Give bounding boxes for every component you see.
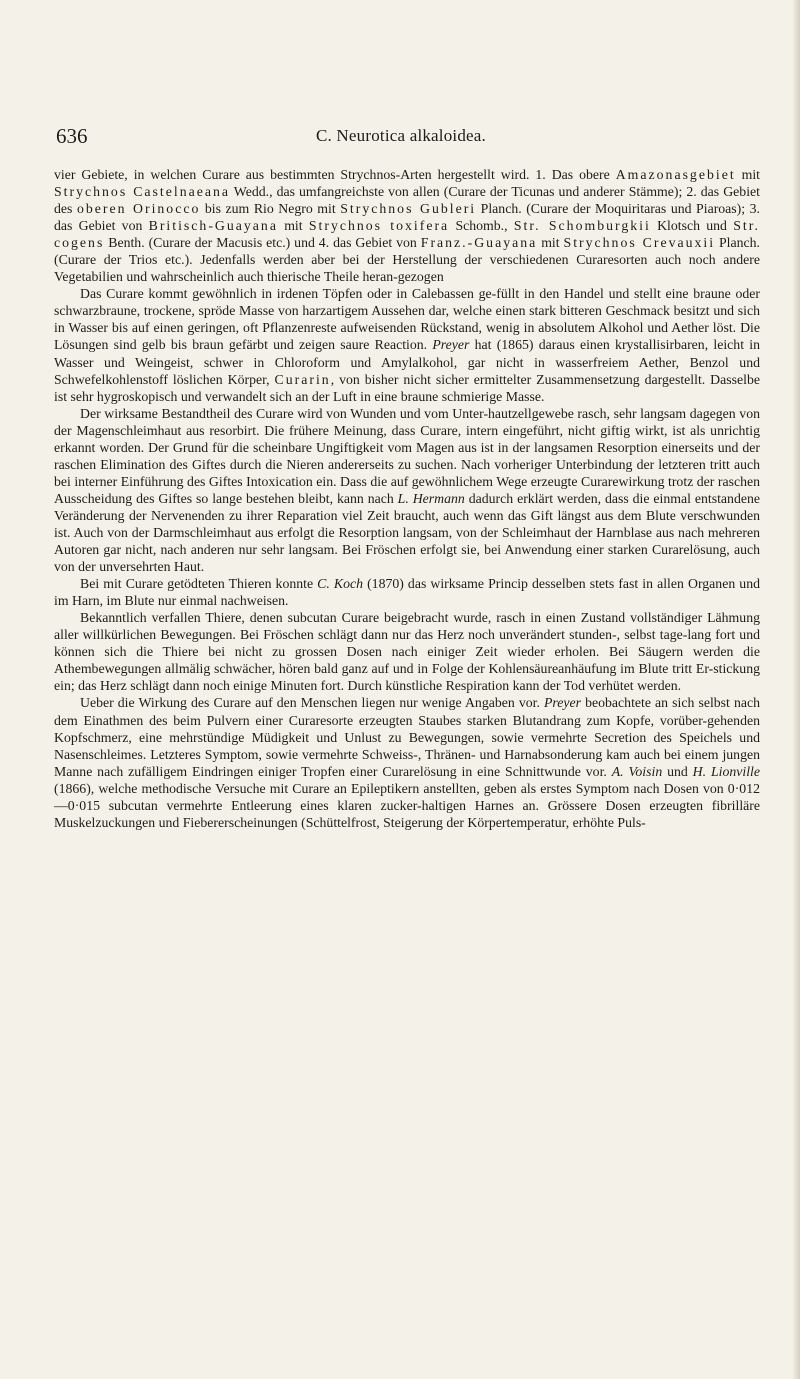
paragraph-human-effects: Ueber die Wirkung des Curare auf den Menschen liegen nur wenige Angaben vor. Preyer beobachtete an sich selbst nach dem Einathmen des beim Pulvern einer Curaresorte erzeugten Staubes starken Blutandrang zum Kopfe, vorüber-gehenden Kopfschmerz, eine mehrstündige Müdigkeit und Unlust zu Bewegungen, sowie vermehrte Secretion des Speichels und Nasenschleimes. Letzteres Symptom, sowie vermehrte Schweiss-, Thränen- und Harnabsonderung kam auch bei einem jungen Manne nach zufälligem Eindringen einiger Tropfen einer Curarelösung in eine Schnittwunde vor. A. Voisin und H. Lionville (1866), welche methodische Versuche mit Curare an Epileptikern anstellten, geben als erstes Symptom nach Dosen von 0·012—0·015 subcutan vermehrte Entleerung eines klaren zucker-haltigen Harnes an. Grössere Dosen erzeugten fibrilläre Muskelzuckungen und Fiebererscheinungen (Schüttelfrost, Steigerung der Körpertemperatur, erhöhte Puls- (54, 695, 761, 830)
book-page (40, 0, 762, 1379)
paragraph-koch: Bei mit Curare getödteten Thieren konnte C. Koch (1870) das wirksame Princip desselben stets fast in allen Organen und im Harn, im Blute nur einmal nachweisen. (54, 576, 760, 609)
running-head: C. Neurotica alkaloidea. (315, 126, 486, 145)
body-text (54, 166, 760, 831)
paragraph-curare-properties: Das Curare kommt gewöhnlich in irdenen Töpfen oder in Calebassen ge-füllt in den Handel und stellt eine braune oder schwarzbraune, trockene, spröde Masse von harzartigem Aussehen dar, welche einen stark bitteren Geschmack besitzt und sich in Wasser bis auf einen geringen, oft Pflanzenreste aufweisenden Rückstand, wenig in absolutem Alkohol und Aether löst. Die Lösungen sind gelb bis braun gefärbt und zeigen saure Reaction. Preyer hat (1865) daraus einen krystallisirbaren, leicht in Wasser und Weingeist, schwer in Chloroform und Amylalkohol, gar nicht in wasserfreiem Aether, Benzol und Schwefelkohlenstoff löslichen Körper, Curarin, von bisher nicht sicher ermittelter Zusammensetzung dargestellt. Dasselbe ist sehr hygroskopisch und verwandelt sich an der Luft in eine braune schmierige Masse. (54, 286, 760, 404)
page-edge-shadow (792, 0, 800, 1379)
paragraph-resorption: Der wirksame Bestandtheil des Curare wird von Wunden und vom Unter-hautzellgewebe rasch, sehr langsam dagegen von der Magenschleimhaut aus resorbirt. Die frühere Meinung, dass Curare, intern eingeführt, nicht giftig wirkt, ist als unrichtig erkannt worden. Der Grund für die scheinbare Ungiftigkeit vom Magen aus ist in der langsamen Resorption einerseits und der raschen Elimination des Giftes durch die Nieren andererseits zu suchen. Nach vorheriger Unterbindung der letzteren tritt auch bei interner Einführung des Giftes Intoxication ein. Dass die auf gewöhnlichem Wege erzeugte Curarewirkung trotz der raschen Ausscheidung des Giftes so lange bestehen bleibt, kann nach L. Hermann dadurch erklärt werden, dass die einmal entstandene Veränderung der Nervenenden zu ihrer Reparation viel Zeit braucht, auch wenn das Gift längst aus dem Blute verschwunden ist. Auch von der Darmschleimhaut aus erfolgt die Resorption langsam, von der Schleimhaut der Harnblase aus nach mehreren Autoren gar nicht, nach anderen nur sehr langsam. Bei Fröschen erfolgt sie, bei Anwendung einer starken Curarelösung, auch von der unversehrten Haut. (54, 405, 761, 575)
page-header (40, 124, 762, 150)
paragraph-paralysis: Bekanntlich verfallen Thiere, denen subcutan Curare beigebracht wurde, rasch in einen Zustand vollständiger Lähmung aller willkürlichen Bewegungen. Bei Fröschen schlägt dann nur das Herz noch unverändert stunden-, selbst tage-lang fort und können sich die Thiere bei nicht zu grossen Dosen nach einiger Zeit wieder erholen. Bei Säugern werden die Athembewegungen allmälig schwächer, hören bald ganz auf und in Folge der Kohlensäureanhäufung im Blute tritt Er-stickung ein; das Herz schlägt dann noch einige Minuten fort. Durch künstliche Respiration kann der Tod verhütet werden. (54, 610, 760, 694)
paragraph-curare-regions: vier Gebiete, in welchen Curare aus bestimmten Strychnos-Arten hergestellt wird. 1. Das obere Amazonasgebiet mit Strychnos Castelnaeana Wedd., das umfangreichste von allen (Curare der Ticunas und anderer Stämme); 2. das Gebiet des oberen Orinocco bis zum Rio Negro mit Strychnos Gubleri Planch. (Curare der Moquiritaras und Piaroas); 3. das Gebiet von Britisch-Guayana mit Strychnos toxifera Schomb., Str. Schomburgkii Klotsch und Str. cogens Benth. (Curare der Macusis etc.) und 4. das Gebiet von Franz.-Guayana mit Strychnos Crevauxii Planch. (Curare der Trios etc.). Jedenfalls werden aber bei der Herstellung der verschiedenen Curaresorten auch noch andere Vegetabilien und wahrscheinlich auch thierische Theile heran-gezogen (54, 167, 761, 285)
page-number: 636 (56, 124, 88, 148)
